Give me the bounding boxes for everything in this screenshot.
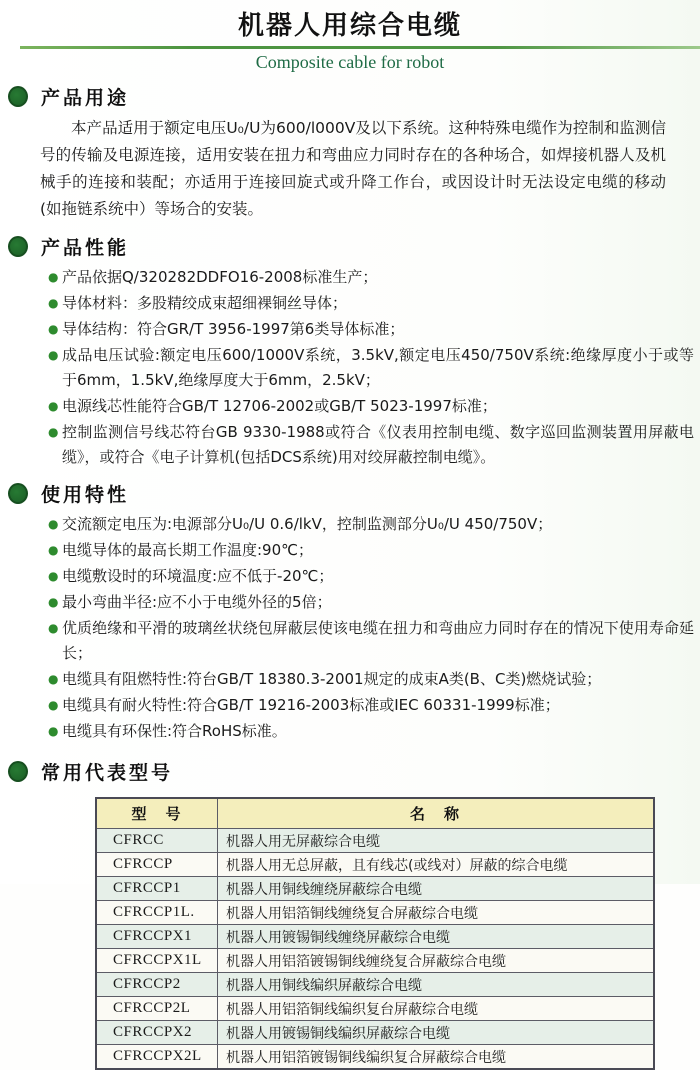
list-item-text: 电缆敷设时的环境温度:应不低于-20℃； — [62, 567, 334, 585]
list-item-text: 导体结构：符合GR/T 3956-1997第6类导体标准； — [62, 320, 405, 338]
section-features-title: 使用特性 — [41, 484, 130, 506]
name-cell: 机器人用铝箔镀锡铜线编织复合屏蔽综合电缆 — [218, 1045, 655, 1070]
name-cell: 机器人用无总屏蔽，且有线芯(或线对）屏蔽的综合电缆 — [218, 853, 655, 877]
model-cell: CFRCCP2 — [96, 973, 218, 997]
page-subtitle: Composite cable for robot — [255, 52, 445, 72]
page-title: 机器人用综合电缆 — [237, 11, 462, 41]
list-item-text: 最小弯曲半径:应不小于电缆外径的5倍； — [62, 593, 332, 611]
section-usage-title: 产品用途 — [41, 87, 130, 109]
table-row — [96, 973, 654, 997]
bullet-icon: ● — [48, 543, 59, 557]
section-usage — [0, 83, 700, 223]
models-table — [95, 797, 655, 1070]
model-cell: CFRCCPX1L — [96, 949, 218, 973]
list-item — [48, 667, 694, 692]
bullet-icon: ● — [48, 621, 59, 635]
list-item — [48, 291, 694, 316]
bullet-icon: ● — [48, 724, 59, 738]
name-cell: 机器人用铜线编织屏蔽综合电缆 — [218, 973, 655, 997]
name-cell: 机器人用镀锡铜线缠绕屏蔽综合电缆 — [218, 925, 655, 949]
list-item — [48, 394, 694, 419]
table-row — [96, 1021, 654, 1045]
bullet-icon: ● — [48, 595, 59, 609]
list-item — [48, 265, 694, 290]
section-marker-icon — [8, 236, 28, 257]
model-cell: CFRCC — [96, 829, 218, 853]
section-models — [0, 758, 700, 1070]
list-item-text: 产品依据Q/320282DDFO16-2008标准生产； — [62, 268, 378, 286]
section-models-head — [0, 758, 700, 785]
section-features-head — [0, 480, 700, 507]
list-item-text: 控制监测信号线芯符台GB 9330-1988或符合《仪表用控制电缆、数字巡回监测装置用屏蔽电缆》，或符合《电子计算机(包括DCS系统)用对绞屏蔽控制电缆》。 — [62, 423, 694, 466]
table-row — [96, 1045, 654, 1070]
table-row — [96, 949, 654, 973]
bullet-icon: ● — [48, 672, 59, 686]
table-row — [96, 877, 654, 901]
model-cell: CFRCCPX2L — [96, 1045, 218, 1070]
bullet-icon: ● — [48, 399, 59, 413]
model-cell: CFRCCP2L — [96, 997, 218, 1021]
section-models-title: 常用代表型号 — [41, 762, 174, 784]
list-item — [48, 693, 694, 718]
list-item — [48, 538, 694, 563]
column-header-model: 型 号 — [96, 798, 218, 829]
bullet-icon: ● — [48, 698, 59, 712]
page-header — [0, 0, 700, 73]
list-item — [48, 343, 694, 393]
list-item-text: 优质绝缘和平滑的玻璃丝状绕包屏蔽层使该电缆在扭力和弯曲应力同时存在的情况下使用寿命延长； — [62, 619, 694, 662]
section-performance-title: 产品性能 — [41, 237, 130, 259]
list-item — [48, 317, 694, 342]
name-cell: 机器人用镀锡铜线编织屏蔽综合电缆 — [218, 1021, 655, 1045]
usage-paragraph: 本产品适用于额定电压U₀/U为600/l000V及以下系统。这种特殊电缆作为控制和监测信号的传输及电源连接，适用安装在扭力和弯曲应力同时存在的各种场合，如焊接机器人及机械手的连接和装配；亦适用于连接回旋式或升降工作台，或因设计时无法设定电缆的移动(如拖链系统中）等场合的安装。 — [40, 119, 666, 218]
name-cell: 机器人用铝箔铜线缠绕复合屏蔽综合电缆 — [218, 901, 655, 925]
list-item-text: 导体材料：多股精绞成束超细裸铜丝导体； — [62, 294, 348, 312]
list-item-text: 成品电压试验:额定电压600/1000V系统，3.5kV,额定电压450/750V系统:绝缘厚度小于或等于6mm，1.5kV,绝缘厚度大于6mm，2.5kV； — [62, 346, 694, 389]
bullet-icon: ● — [48, 517, 59, 531]
list-item — [48, 719, 694, 744]
model-cell: CFRCCP1 — [96, 877, 218, 901]
title-divider — [20, 46, 700, 49]
model-cell: CFRCCPX1 — [96, 925, 218, 949]
list-item — [48, 564, 694, 589]
table-row — [96, 925, 654, 949]
section-performance-head — [0, 233, 700, 260]
name-cell: 机器人用无屏蔽综合电缆 — [218, 829, 655, 853]
list-item-text: 电源线芯性能符合GB/T 12706-2002或GB/T 5023-1997标准； — [62, 397, 497, 415]
features-list — [48, 512, 694, 744]
table-row — [96, 997, 654, 1021]
section-marker-icon — [8, 483, 28, 504]
bullet-icon: ● — [48, 569, 59, 583]
name-cell: 机器人用铜线缠绕屏蔽综合电缆 — [218, 877, 655, 901]
table-header-row — [96, 798, 654, 829]
list-item — [48, 590, 694, 615]
model-cell: CFRCCPX2 — [96, 1021, 218, 1045]
list-item-text: 电缆具有环保性:符合RoHS标准。 — [62, 722, 287, 740]
bullet-icon: ● — [48, 296, 59, 310]
performance-list — [48, 265, 694, 470]
list-item-text: 电缆导体的最高长期工作温度:90℃； — [62, 541, 313, 559]
section-usage-head — [0, 83, 700, 110]
section-marker-icon — [8, 761, 28, 782]
model-cell: CFRCCP1L. — [96, 901, 218, 925]
name-cell: 机器人用铝箔镀锡铜线缠绕复合屏蔽综合电缆 — [218, 949, 655, 973]
bullet-icon: ● — [48, 322, 59, 336]
list-item — [48, 512, 694, 537]
bullet-icon: ● — [48, 348, 59, 362]
list-item-text: 交流额定电压为:电源部分U₀/U 0.6/lkV，控制监测部分U₀/U 450/750V； — [62, 515, 553, 533]
bullet-icon: ● — [48, 425, 59, 439]
bullet-icon: ● — [48, 270, 59, 284]
model-cell: CFRCCP — [96, 853, 218, 877]
list-item — [48, 420, 694, 470]
name-cell: 机器人用铝箔铜线编织复台屏蔽综合电缆 — [218, 997, 655, 1021]
section-features — [0, 480, 700, 744]
table-row — [96, 829, 654, 853]
column-header-name: 名 称 — [218, 798, 655, 829]
section-marker-icon — [8, 86, 28, 107]
table-row — [96, 901, 654, 925]
list-item-text: 电缆具有耐火特性:符合GB/T 19216-2003标准或IEC 60331-1999标准； — [62, 696, 560, 714]
section-performance — [0, 233, 700, 470]
list-item — [48, 616, 694, 666]
table-row — [96, 853, 654, 877]
list-item-text: 电缆具有阻燃特性:符台GB/T 18380.3-2001规定的成束A类(B、C类)燃烧试验； — [62, 670, 602, 688]
